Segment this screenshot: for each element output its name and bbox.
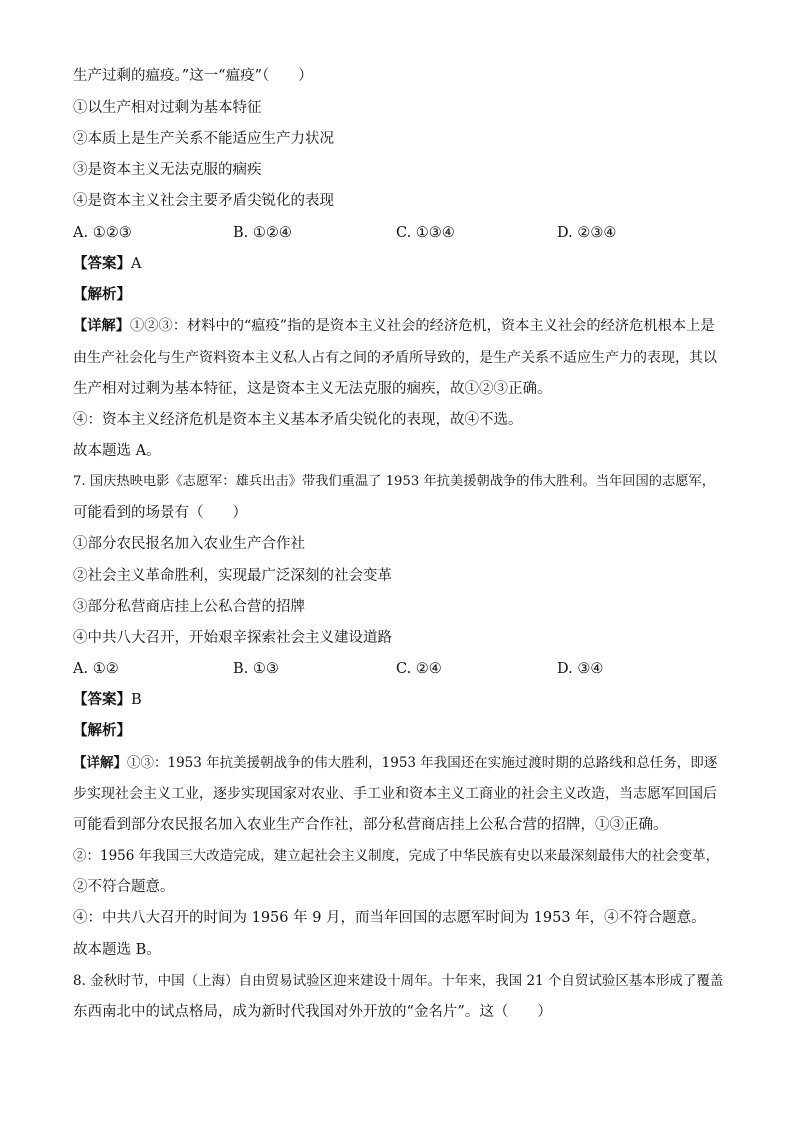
q7-analysis-tag: 【解析】 (73, 722, 131, 739)
q7-answer-tag: 【答案】 (73, 691, 131, 708)
q6-detail-text-1: ①②③：材料中的“瘟疫”指的是资本主义社会的经济危机，资本主义社会的经济危机根本上是 (130, 318, 715, 334)
q7-option-c: C. ②④ (396, 661, 442, 677)
q6-option-a: A. ①②③ (73, 225, 132, 241)
q6-answer (73, 254, 723, 274)
q7-item-3: ③部分私营商店挂上公私合营的招牌 (73, 599, 305, 615)
q7-stem-line-1: 7. 国庆热映电影《志愿军：雄兵出击》带我们重温了 1953 年抗美援朝战争的伟大胜利。当年回国的志愿军， (73, 474, 716, 489)
q7-detail-tag: 【详解】 (73, 755, 127, 771)
q7-item-4: ④中共八大召开，开始艰辛探索社会主义建设道路 (73, 630, 392, 646)
q6-conclusion: 故本题选 A。 (73, 443, 161, 459)
q6-option-d: D. ②③④ (557, 225, 617, 241)
q6-answer-tag: 【答案】 (73, 255, 131, 272)
q6-detail-line-2: 由生产社会化与生产资料资本主义私人占有之间的矛盾所导致的，是生产关系不适应生产力的表现，其以 (73, 350, 717, 366)
q7-detail-text-1: ①③：1953 年抗美援朝战争的伟大胜利，1953 年我国还在实施过渡时期的总路线和总任务，即逐 (127, 755, 718, 771)
q6-stem-tail: 生产过剩的瘟疫。”这一“瘟疫”（ ） (73, 68, 313, 84)
q6-answer-value: A (131, 256, 142, 272)
q7-option-b: B. ①③ (233, 661, 279, 677)
q6-item-4: ④是资本主义社会主要矛盾尖锐化的表现 (73, 193, 334, 209)
q7-stem-line-2: 可能看到的场景有（ ） (73, 505, 247, 521)
q8-stem-line-2: 东西南北中的试点格局，成为新时代我国对外开放的“金名片”。这（ ） (73, 1004, 552, 1020)
q6-item-2: ②本质上是生产关系不能适应生产力状况 (73, 131, 334, 147)
q8-stem-line-1: 8. 金秋时节，中国（上海）自由贸易试验区迎来建设十周年。十年来，我国 21 个自贸试验区基本形成了覆盖 (73, 973, 724, 989)
q7-detail-line-1 (73, 753, 723, 773)
q7-detail-line-6: ④：中共八大召开的时间为 1956 年 9 月，而当年回国的志愿军时间为 1953 年，④不符合题意。 (73, 910, 706, 926)
q6-item-1: ①以生产相对过剩为基本特征 (73, 100, 262, 116)
q6-detail-line-1 (73, 316, 723, 336)
q6-option-b: B. ①②④ (233, 225, 292, 241)
q7-item-1: ①部分农民报名加入农业生产合作社 (73, 536, 305, 552)
q7-option-d: D. ③④ (557, 661, 604, 677)
q7-answer-value: B (131, 692, 142, 708)
q7-detail-line-3: 可能看到部分农民报名加入农业生产合作社，部分私营商店挂上公私合营的招牌，①③正确。 (73, 817, 668, 833)
q7-conclusion: 故本题选 B。 (73, 942, 161, 958)
q6-detail-line-4: ④：资本主义经济危机是资本主义基本矛盾尖锐化的表现，故④不选。 (73, 412, 523, 428)
q6-analysis-tag: 【解析】 (73, 286, 131, 303)
q6-item-3: ③是资本主义无法克服的痼疾 (73, 162, 262, 178)
q6-option-c: C. ①③④ (396, 225, 455, 241)
q7-item-2: ②社会主义革命胜利，实现最广泛深刻的社会变革 (73, 568, 392, 584)
q7-detail-line-4: ②：1956 年我国三大改造完成，建立起社会主义制度，完成了中华民族有史以来最深刻最伟大的社会变革， (73, 848, 720, 864)
q6-detail-tag: 【详解】 (73, 318, 131, 334)
q7-option-a: A. ①② (73, 661, 119, 677)
q7-answer (73, 690, 723, 710)
q6-detail-line-3: 生产相对过剩为基本特征，这是资本主义无法克服的痼疾，故①②③正确。 (73, 381, 552, 397)
q7-detail-line-5: ②不符合题意。 (73, 879, 175, 895)
q7-detail-line-2: 步实现社会主义工业，逐步实现国家对农业、手工业和资本主义工商业的社会主义改造，当志愿军回国后 (73, 786, 717, 802)
